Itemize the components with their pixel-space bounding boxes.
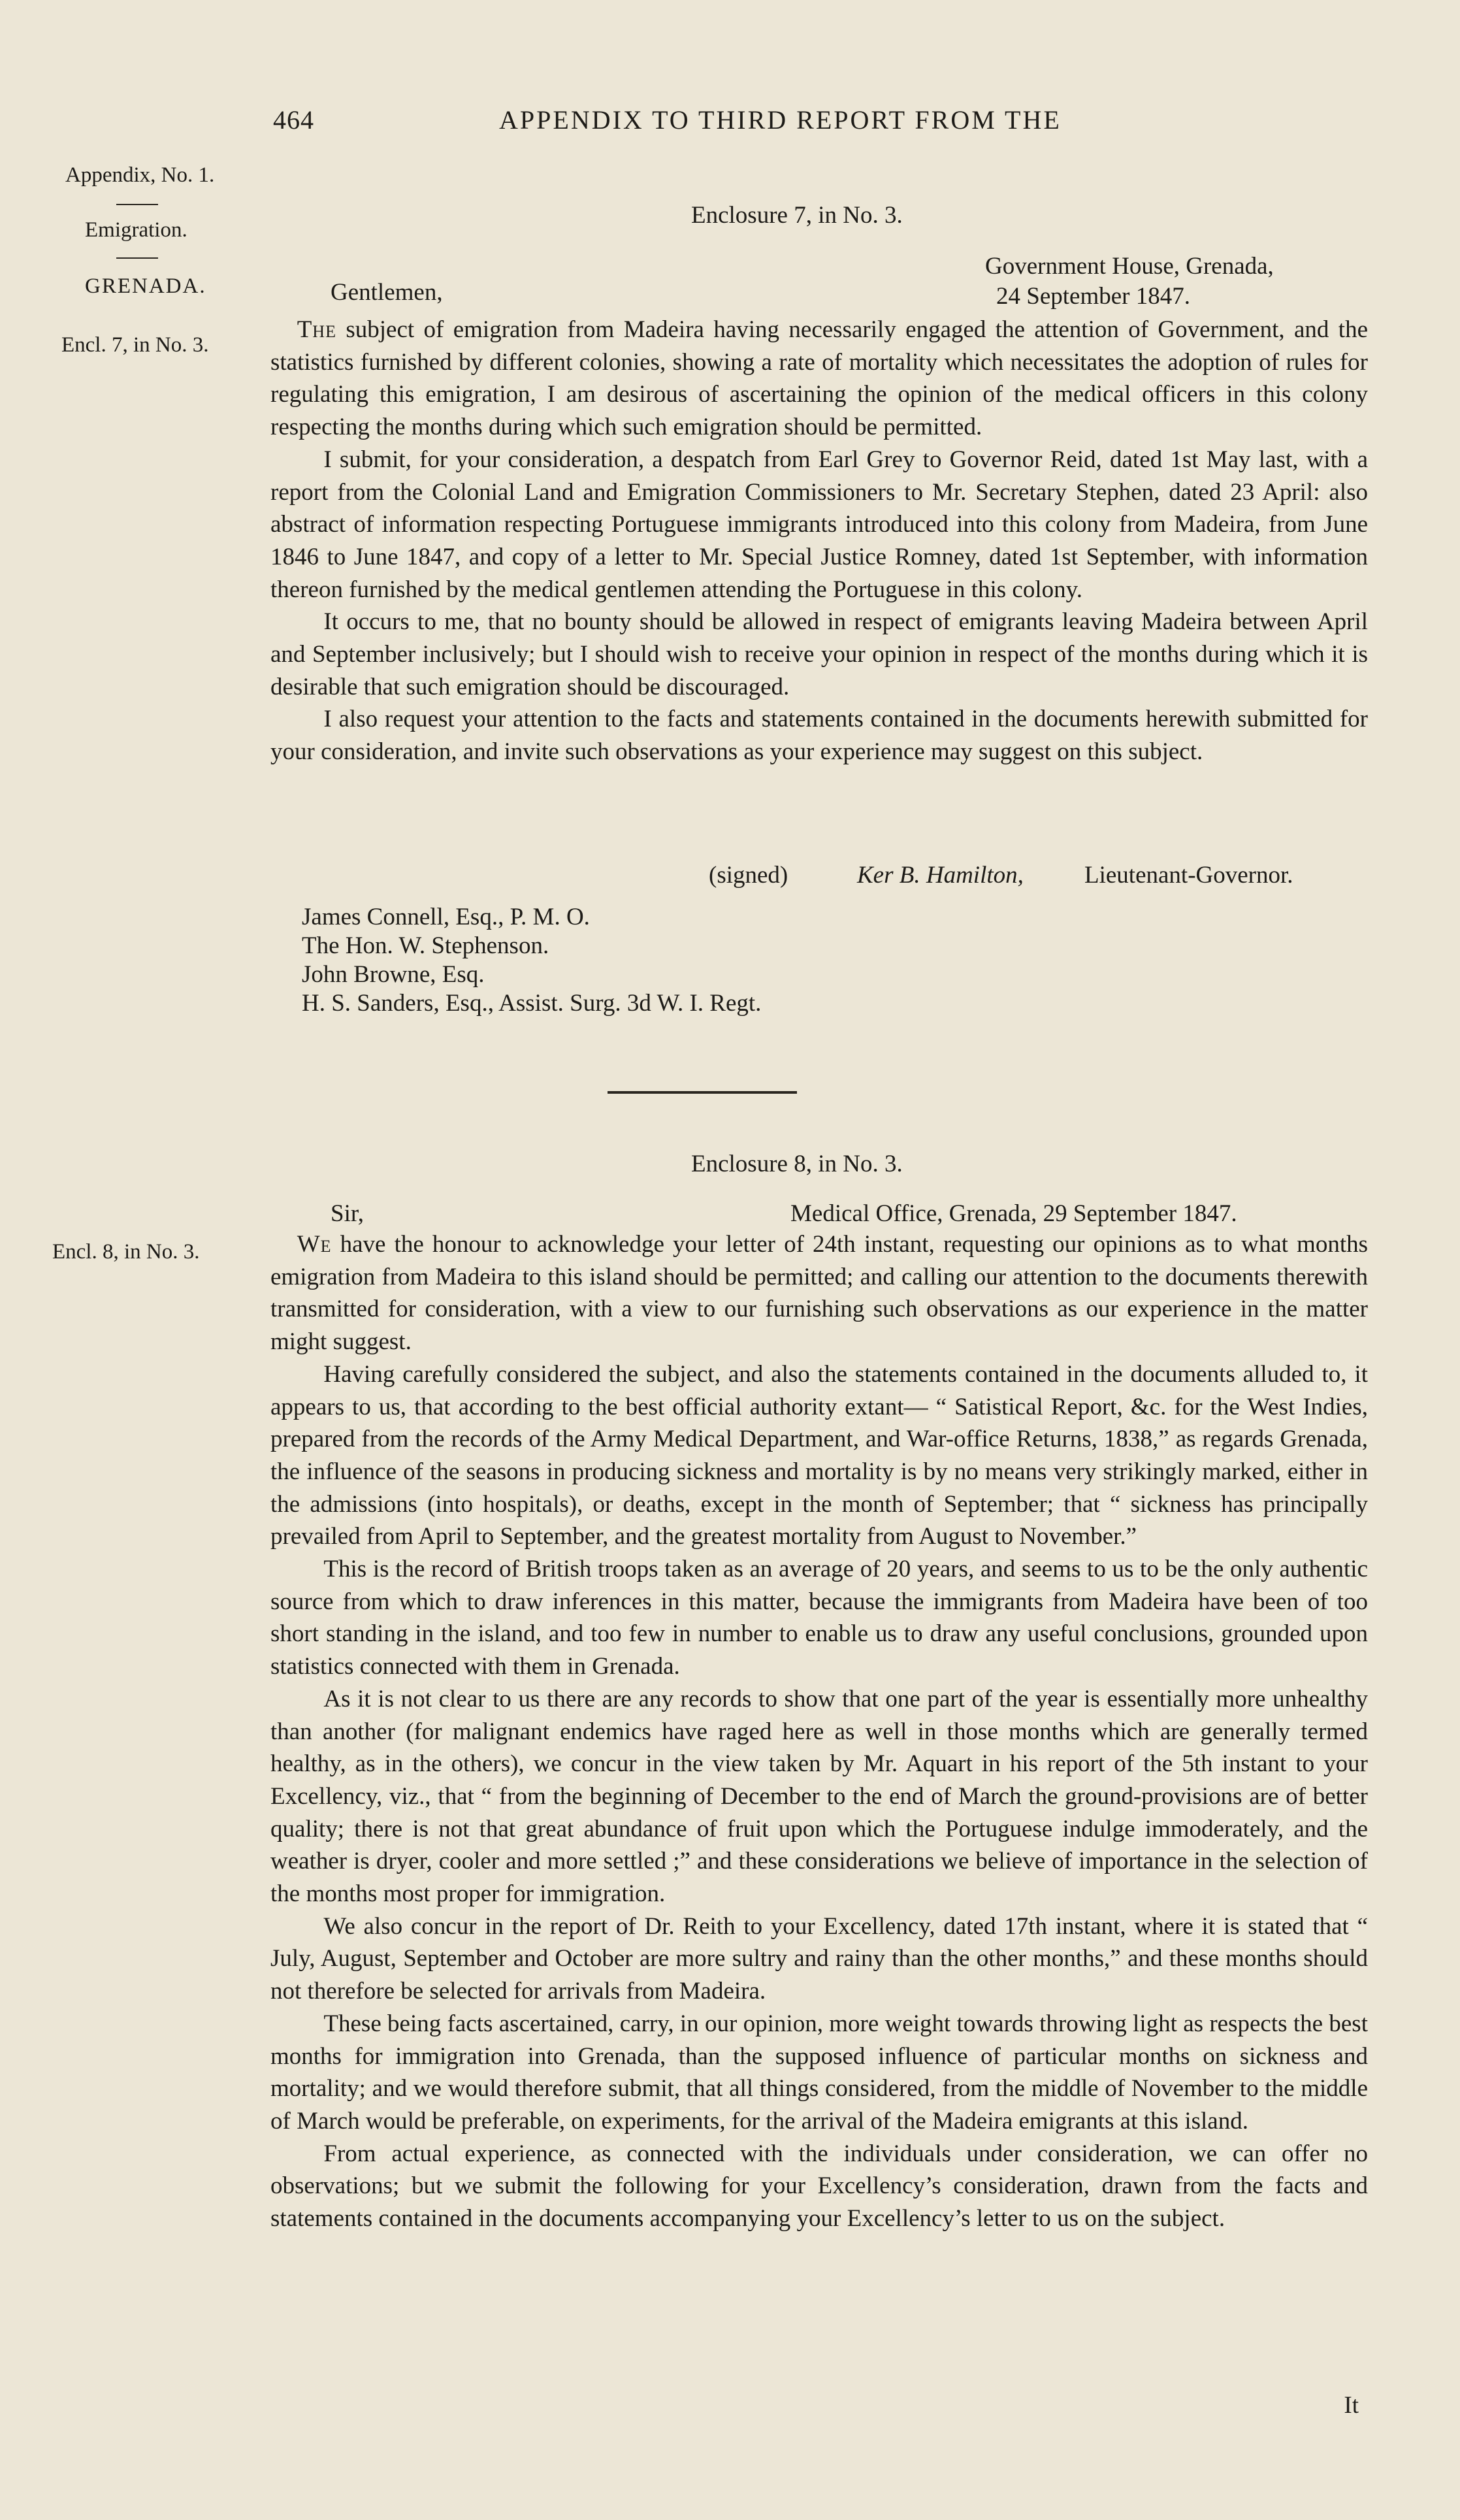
enclosure-7-heading: Enclosure 7, in No. 3.: [691, 202, 903, 229]
drop-word: We: [297, 1231, 332, 1258]
drop-word: The: [297, 316, 336, 343]
signed-label: (signed): [709, 862, 788, 889]
enclosure-7-address-line1: Government House, Grenada,: [985, 253, 1274, 280]
paragraph-text: have the honour to acknowledge your letter of 24th instant, requesting our opinions as to what months emigration from Madeira to this island should be permitted; and calling our attention to the documents therewith transmitted for consideration, with a view to our furnishing such observations as our experience in the matter might suggest.: [270, 1231, 1369, 1356]
running-title: APPENDIX TO THIRD REPORT FROM THE: [499, 105, 1062, 135]
margin-rule: [116, 257, 158, 259]
recipients-list: [302, 903, 761, 1018]
enclosure-7-salutation: Gentlemen,: [331, 279, 443, 306]
signer-name: Ker B. Hamilton,: [857, 862, 1024, 889]
signer-title: Lieutenant-Governor.: [1084, 862, 1293, 889]
paragraph: [270, 1228, 1368, 1358]
enclosure-7-date: 24 September 1847.: [996, 283, 1190, 310]
margin-emigration: Emigration.: [85, 218, 187, 242]
enclosure-8-address: Medical Office, Grenada, 29 September 1847.: [790, 1200, 1237, 1227]
paragraph: We also concur in the report of Dr. Reith to your Excellency, dated 17th instant, where it is stated that “ July, August, September and October are more sultry and rainy than the other months,” and these months should not therefore be selected for arrivals from Madeira.: [270, 1912, 1368, 2005]
margin-appendix: Appendix, No. 1.: [65, 163, 215, 187]
enclosure-7-body: [270, 314, 1368, 768]
enclosure-8-heading: Enclosure 8, in No. 3.: [691, 1151, 903, 1177]
page-number: 464: [273, 105, 314, 135]
paragraph: These being facts ascertained, carry, in our opinion, more weight towards throwing light as respects the best months for immigration into Grenada, than the supposed influence of particular months on sickness and mortality; and we would therefore submit, that all things considered, from the middle of November to the middle of March would be preferable, on experiments, for the arrival of the Madeira emigrants at this island.: [270, 2010, 1368, 2135]
paragraph: This is the record of British troops taken as an average of 20 years, and seems to us to be the only authentic source from which to draw inferences in this matter, because the immigrants from Madeira have been of too short standing in the island, and too few in number to enable us to draw any useful conclusions, grounded upon statistics connected with them in Grenada.: [270, 1556, 1368, 1680]
paragraph: It occurs to me, that no bounty should be allowed in respect of emigrants leaving Madeira between April and September inclusively; but I should wish to receive your opinion in respect of the months during which it is desirable that such emigration should be discouraged.: [270, 608, 1368, 700]
enclosure-8-salutation: Sir,: [331, 1200, 364, 1227]
recipient: James Connell, Esq., P. M. O.: [302, 904, 590, 930]
margin-rule: [116, 204, 158, 205]
margin-encl8: Encl. 8, in No. 3.: [52, 1240, 200, 1264]
margin-encl7: Encl. 7, in No. 3.: [61, 333, 209, 357]
recipient: John Browne, Esq.: [302, 961, 485, 988]
recipient: The Hon. W. Stephenson.: [302, 932, 549, 959]
paragraph: As it is not clear to us there are any records to show that one part of the year is essentially more unhealthy than another (for malignant endemics have raged here as well in those months which are generally termed healthy, as in the others), we concur in the view taken by Mr. Aquart in his report of the 5th instant to your Excellency, viz., that “ from the beginning of December to the end of March the ground-provisions are of better quality; there is not that great abundance of fruit upon which the Portuguese indulge immoderately, and the weather is dryer, cooler and more settled ;” and these considerations we believe of importance in the selection of the months most proper for immigration.: [270, 1685, 1368, 1908]
paragraph: I also request your attention to the facts and statements contained in the documents herewith submitted for your consideration, and invite such observations as your experience may suggest on this subject.: [270, 706, 1368, 766]
paragraph: I submit, for your consideration, a despatch from Earl Grey to Governor Reid, dated 1st May last, with a report from the Colonial Land and Emigration Commissioners to Mr. Secretary Stephen, dated 23 April: also abstract of information respecting Portuguese immigrants introduced into this colony from Madeira, from June 1846 to June 1847, and copy of a letter to Mr. Special Justice Romney, dated 1st September, with information thereon furnished by the medical gentlemen attending the Portuguese in this colony.: [270, 446, 1368, 603]
recipient: H. S. Sanders, Esq., Assist. Surg. 3d W. I. Regt.: [302, 990, 762, 1017]
paragraph: [270, 314, 1368, 444]
paragraph: From actual experience, as connected with the individuals under consideration, we can offer no observations; but we submit the following for your Excellency’s consideration, drawn from the facts and statements contained in the documents accompanying your Excellency’s letter to us on the subject.: [270, 2140, 1368, 2233]
section-divider: [608, 1091, 797, 1094]
enclosure-8-body: [270, 1228, 1368, 2235]
catchword: It: [1344, 2392, 1359, 2419]
paragraph-text: subject of emigration from Madeira having necessarily engaged the attention of Government, and the statistics furnished by different colonies, showing a rate of mortality which necessitates the adoption of rules for regulating this emigration, I am desirous of ascertaining the opinion of the medical officers in this colony respecting the months during which such emigration should be permitted.: [270, 316, 1369, 441]
paragraph: Having carefully considered the subject, and also the statements contained in the documents alluded to, it appears to us, that according to the best official authority extant— “ Satistical Report, &c. for the West Indies, prepared from the records of the Army Medical Department, and War-office Returns, 1838,” as regards Grenada, the influence of the seasons in producing sickness and mortality is by no means very strikingly marked, either in the admissions (into hospitals), or deaths, except in the month of September; that “ sickness has principally prevailed from April to September, and the greatest mortality from August to November.”: [270, 1360, 1368, 1550]
margin-grenada: GRENADA.: [85, 274, 206, 298]
